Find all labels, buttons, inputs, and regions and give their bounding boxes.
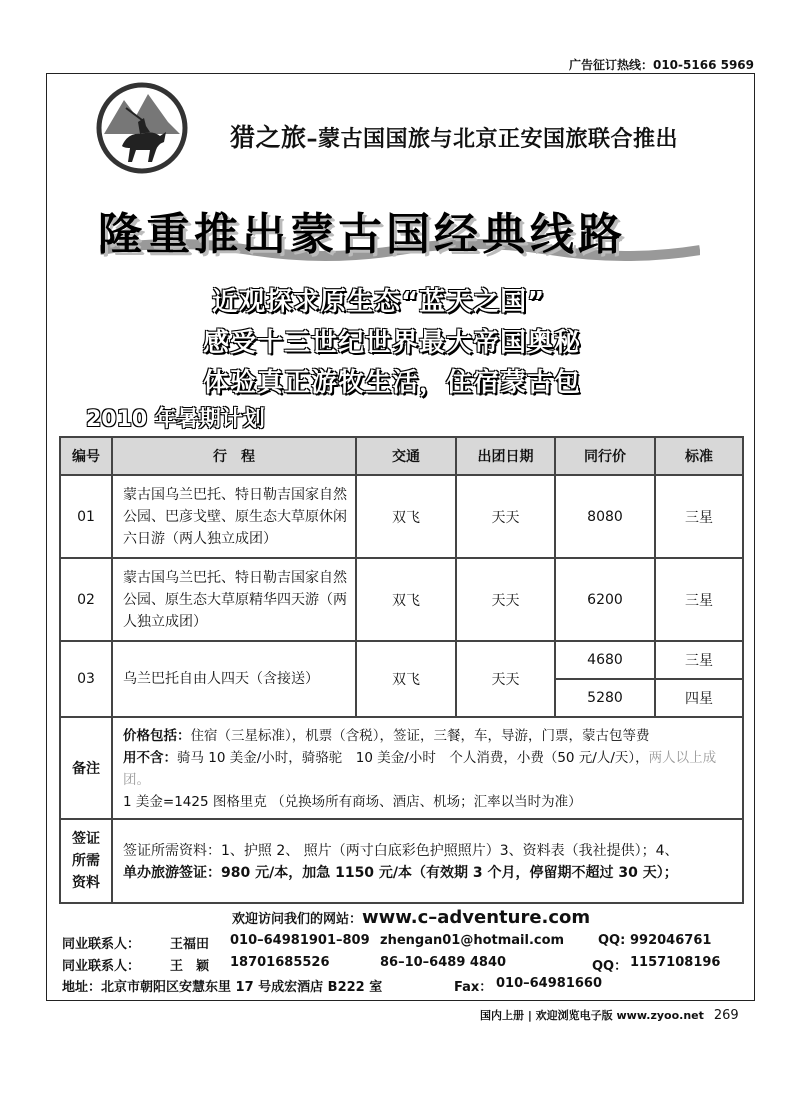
contact-phone: 010–64981901–809 <box>230 933 370 948</box>
page-footer-text: 国内上册 | 欢迎浏览电子版 www.zyoo.net <box>480 1009 704 1022</box>
website-label: 欢迎访问我们的网站： <box>232 912 363 927</box>
header-price: 同行价 <box>555 437 655 475</box>
row-no: 01 <box>60 475 112 558</box>
itinerary-table <box>59 436 744 904</box>
table-header-row <box>60 437 743 475</box>
contact-name: 王福田 <box>170 937 210 952</box>
row-standard: 三星 <box>655 558 743 641</box>
visa-content <box>112 819 743 903</box>
row-transport: 双飞 <box>356 475 456 558</box>
slogan-3: 体验真正游牧生活，住宿蒙古包 <box>203 368 582 398</box>
agency-title <box>230 118 678 154</box>
price-exclude-label: 用不含： <box>123 750 177 766</box>
row-route: 蒙古国乌兰巴托、特日勒吉国家自然公园、原生态大草原精华四天游（两人独立成团） <box>112 558 356 641</box>
visa-line-2: 单办旅游签证：980 元/本，加急 1150 元/本（有效期 3 个月，停留期不超过 30 天）； <box>123 865 678 881</box>
row-route: 乌兰巴托自由人四天（含接送） <box>112 641 356 717</box>
price-include-text: 住宿（三星标准），机票（含税），签证，三餐，车，导游，门票，蒙古包等费 <box>190 728 650 744</box>
header-transport: 交通 <box>356 437 456 475</box>
row-transport: 双飞 <box>356 641 456 717</box>
header-date: 出团日期 <box>456 437 555 475</box>
row-date: 天天 <box>456 641 555 717</box>
row-price: 4680 <box>555 641 655 679</box>
contact-line-1 <box>62 933 712 952</box>
row-transport: 双飞 <box>356 558 456 641</box>
group-size-note: 两人以上成团。 <box>123 750 717 788</box>
qq-label: QQ: <box>598 933 626 948</box>
qq-number: 992046761 <box>630 933 712 948</box>
visa-line-1: 签证所需资料：1、护照 2、 照片（两寸白底彩色护照照片）3、资料表（我社提供）；4、 <box>123 843 679 859</box>
headline: 隆重推出蒙古国经典线路 <box>98 209 626 260</box>
exchange-rate-note: 1 美金=1425 图格里克 （兑换场所有商场、酒店、机场；汇率以当时为准） <box>123 794 582 810</box>
address-line <box>62 976 602 995</box>
slogan-1: 近观探求原生态“蓝天之国” <box>212 287 546 317</box>
row-standard: 三星 <box>655 641 743 679</box>
row-date: 天天 <box>456 558 555 641</box>
row-price-2: 5280 <box>555 679 655 717</box>
fax-number: 010–64981660 <box>496 976 602 991</box>
header-route: 行 程 <box>112 437 356 475</box>
notes-content <box>112 717 743 819</box>
row-price: 6200 <box>555 558 655 641</box>
slogan-2: 感受十三世纪世界最大帝国奥秘 <box>203 328 582 358</box>
notes-label: 备注 <box>60 717 112 819</box>
ad-hotline: 广告征订热线：010-5166 5969 <box>568 58 754 72</box>
contact-line-2 <box>62 955 721 974</box>
table-row <box>60 558 743 641</box>
visa-label: 签证所需资料 <box>60 819 112 903</box>
row-date: 天天 <box>456 475 555 558</box>
address-text: 北京市朝阳区安慧东里 17 号成宏酒店 B222 室 <box>101 980 383 995</box>
contact-label: 同业联系人： <box>62 959 141 974</box>
price-exclude-text: 骑马 10 美金/小时，骑骆驼 10 美金/小时 个人消费，小费（50 元/人/天）， <box>177 750 649 766</box>
row-price: 8080 <box>555 475 655 558</box>
table-row <box>60 641 743 679</box>
agency-subtitle: –蒙古国国旅与北京正安国旅联合推出 <box>306 127 679 152</box>
plan-title: 2010 年暑期计划 <box>86 407 265 432</box>
header-no: 编号 <box>60 437 112 475</box>
row-standard-2: 四星 <box>655 679 743 717</box>
contact-name: 王 颖 <box>170 959 210 974</box>
table-row <box>60 475 743 558</box>
price-include-label: 价格包括： <box>123 728 191 744</box>
website-link[interactable]: www.c–adventure.com <box>362 907 591 928</box>
qq-number: 1157108196 <box>630 955 721 970</box>
brand-name: 猎之旅 <box>230 123 307 152</box>
fax-label: Fax： <box>454 980 493 995</box>
contact-phone: 18701685526 <box>230 955 330 970</box>
visa-row <box>60 819 743 903</box>
row-no: 02 <box>60 558 112 641</box>
row-route: 蒙古国乌兰巴托、特日勒吉国家自然公园、巴彦戈壁、原生态大草原休闲六日游（两人独立成团） <box>112 475 356 558</box>
page-footer <box>480 1007 739 1023</box>
row-no: 03 <box>60 641 112 717</box>
contact-label: 同业联系人： <box>62 937 141 952</box>
contact-phone-2: 86–10–6489 4840 <box>380 955 507 970</box>
horse-rider-logo-icon <box>96 82 188 174</box>
header-standard: 标准 <box>655 437 743 475</box>
contact-email[interactable]: zhengan01@hotmail.com <box>380 933 565 948</box>
row-standard: 三星 <box>655 475 743 558</box>
notes-row <box>60 717 743 819</box>
website-line <box>232 907 590 928</box>
address-label: 地址： <box>62 980 102 995</box>
qq-label: QQ： <box>592 959 628 974</box>
page-number: 269 <box>713 1008 739 1023</box>
